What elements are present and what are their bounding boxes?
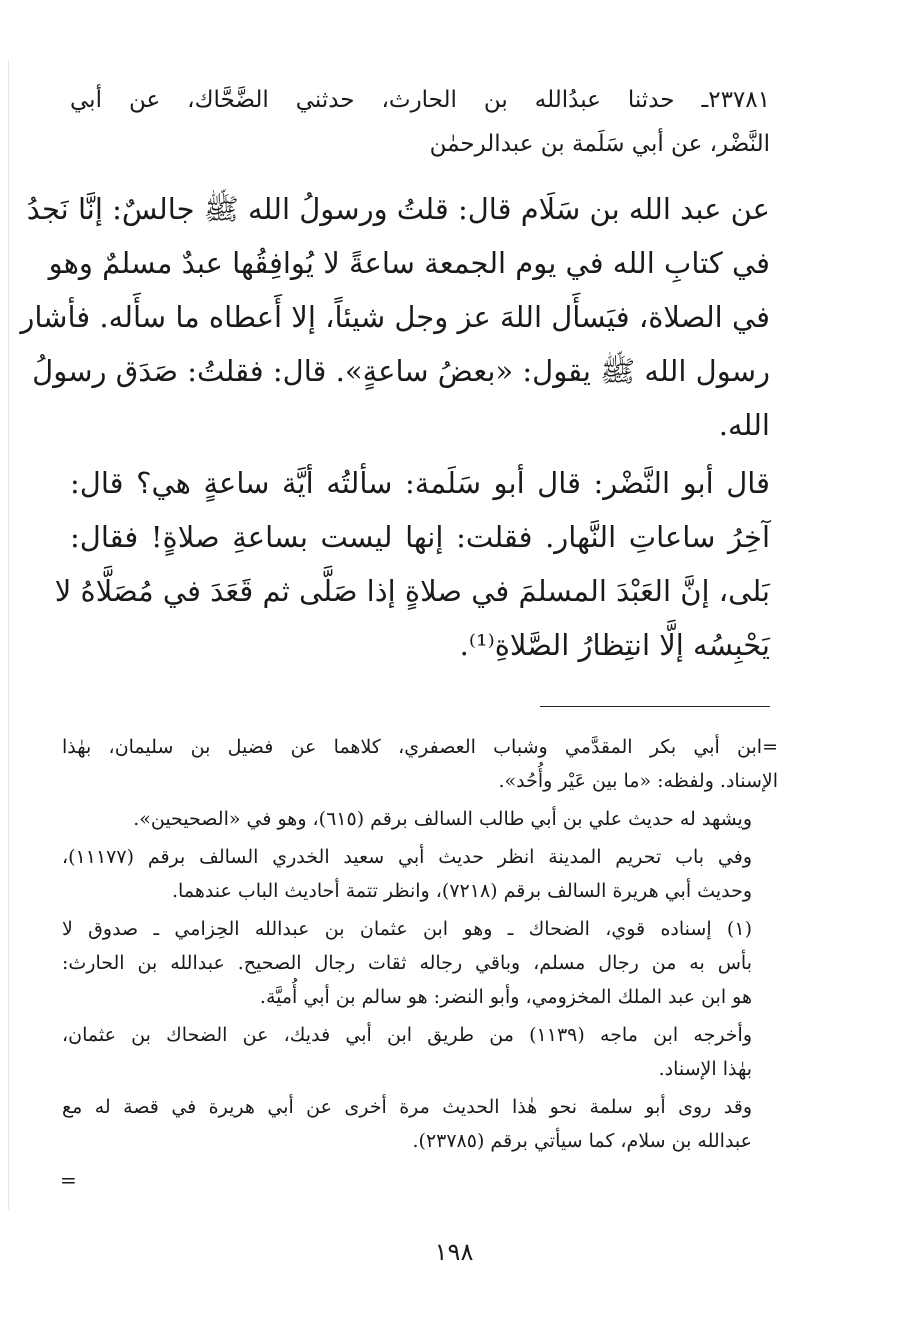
footnote-line: (١) إسناده قوي، الضحاك ـ وهو ابن عثمان بن عبدالله الحِزامي ـ صدوق لا: [62, 918, 752, 940]
hadith-isnad: [70, 78, 770, 166]
footnote-line: وأخرجه ابن ماجه (١١٣٩) من طريق ابن أبي فديك، عن الضحاك بن عثمان،: [62, 1024, 753, 1046]
footnote-line: ويشهد له حديث علي بن أبي طالب السالف برقم (٦١٥)، وهو في «الصحيحين».: [133, 808, 752, 830]
footnote-line: هو ابن عبد الملك المخزومي، وأبو النضر: هو سالم بن أبي أُميَّة.: [259, 986, 752, 1008]
footnote-line: عبدالله بن سلام، كما سيأتي برقم (٢٣٧٨٥).: [412, 1130, 752, 1152]
footnote-separator: [540, 706, 770, 707]
matn-line: في الصلاة، فيَسأَل اللهَ عز وجل شيئاً، إلا أَعطاه ما سأَله. فأشار: [20, 300, 770, 334]
matn-line: عن عبد الله بن سَلَام قال: قلتُ ورسولُ الله ﷺ جالسٌ: إنَّا نَجدُ: [26, 192, 770, 226]
footnote-line: وحديث أبي هريرة السالف برقم (٧٢١٨)، وانظر تتمة أحاديث الباب عندهما.: [172, 880, 752, 902]
footnote-line: بهٰذا الإسناد.: [658, 1058, 752, 1080]
isnad-line: النَّضْر، عن أبي سَلَمة بن عبدالرحمٰن: [429, 131, 770, 157]
footnote-paragraph: [62, 912, 778, 1014]
footnote-paragraph: [62, 802, 778, 836]
matn-line: يَحْبِسُه إلَّا انتِظارُ الصَّلاةِ⁽¹⁾.: [459, 628, 770, 662]
matn-line: الله.: [718, 408, 770, 442]
hadith-matn-paragraph-1: [20, 182, 770, 452]
footnote-paragraph: [62, 730, 778, 798]
footnote-line: بأس به من رجال مسلم، وباقي رجاله ثقات رجال الصحيح. عبدالله بن الحارث:: [62, 952, 752, 974]
matn-line: آخِرُ ساعاتِ النَّهار. فقلت: إنها ليست بساعةِ صلاةٍ! فقال:: [70, 520, 770, 554]
matn-line: رسول الله ﷺ يقول: «بعضُ ساعةٍ». قال: فقلتُ: صَدَق رسولُ: [32, 354, 770, 388]
continuation-mark: =: [60, 1168, 77, 1192]
footnote-line: =ابن أبي بكر المقدَّمي وشباب العصفري، كلاهما عن فضيل بن سليمان، بهٰذا: [62, 736, 778, 758]
matn-line: بَلى، إنَّ العَبْدَ المسلمَ في صلاةٍ إذا صَلَّى ثم قَعَدَ في مُصَلَّاهُ لا: [54, 574, 770, 608]
footnote-paragraph: [62, 1018, 778, 1086]
footnote-paragraph: [62, 1090, 778, 1158]
isnad-line: ٢٣٧٨١ـ حدثنا عبدُالله بن الحارث، حدثني الضَّحَّاك، عن أبي: [70, 87, 770, 113]
footnotes: [62, 730, 778, 1162]
footnote-line: وفي باب تحريم المدينة انظر حديث أبي سعيد الخدري السالف برقم (١١١٧٧)،: [62, 846, 753, 868]
matn-line: قال أبو النَّضْر: قال أبو سَلَمة: سألتُه أيَّة ساعةٍ هي؟ قال:: [70, 466, 770, 500]
footnote-line: الإسناد. ولفظه: «ما بين عَيْر وأُحُد».: [498, 770, 778, 792]
matn-line: في كتابِ الله في يوم الجمعة ساعةً لا يُوافِقُها عبدٌ مسلمٌ وهو: [48, 246, 770, 280]
footnote-line: وقد روى أبو سلمة نحو هٰذا الحديث مرة أخرى عن أبي هريرة في قصة له مع: [62, 1096, 752, 1118]
hadith-matn-paragraph-2: [54, 456, 770, 672]
footnote-paragraph: [62, 840, 778, 908]
page-number: ١٩٨: [434, 1238, 474, 1266]
scan-edge-line: [8, 60, 9, 1210]
